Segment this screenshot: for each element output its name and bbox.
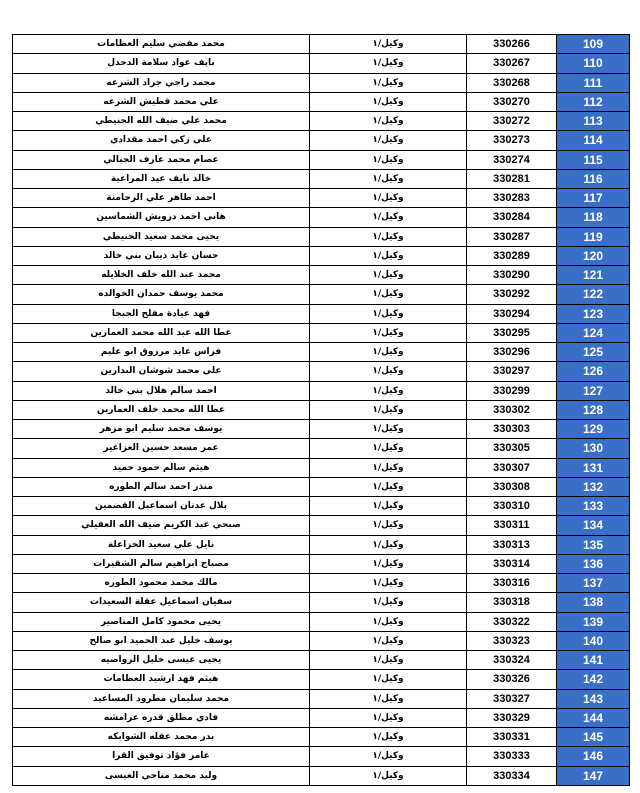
service-number-cell: 330272 <box>467 112 557 131</box>
rank-cell: وكيل/١ <box>310 458 467 477</box>
rank-cell: وكيل/١ <box>310 266 467 285</box>
service-number-cell: 330310 <box>467 497 557 516</box>
sequence-number-cell: 130 <box>557 439 630 458</box>
sequence-number-cell: 144 <box>557 708 630 727</box>
name-cell: عصام محمد عارف الجبالي <box>13 150 310 169</box>
rank-cell: وكيل/١ <box>310 92 467 111</box>
service-number-cell: 330302 <box>467 400 557 419</box>
service-number-cell: 330296 <box>467 343 557 362</box>
service-number-cell: 330314 <box>467 554 557 573</box>
service-number-cell: 330273 <box>467 131 557 150</box>
service-number-cell: 330326 <box>467 670 557 689</box>
table-row <box>13 651 630 670</box>
name-cell: يوسف محمد سليم ابو مزهر <box>13 420 310 439</box>
rank-cell: وكيل/١ <box>310 54 467 73</box>
sequence-number-cell: 145 <box>557 728 630 747</box>
table-row <box>13 612 630 631</box>
service-number-cell: 330297 <box>467 362 557 381</box>
name-cell: عمر مسعد حسين الغزاغير <box>13 439 310 458</box>
service-number-cell: 330311 <box>467 516 557 535</box>
rank-cell: وكيل/١ <box>310 381 467 400</box>
rank-cell: وكيل/١ <box>310 728 467 747</box>
sequence-number-cell: 132 <box>557 477 630 496</box>
name-cell: محمد سليمان مطرود المساعيد <box>13 689 310 708</box>
table-row <box>13 420 630 439</box>
service-number-cell: 330327 <box>467 689 557 708</box>
sequence-number-cell: 134 <box>557 516 630 535</box>
service-number-cell: 330308 <box>467 477 557 496</box>
service-number-cell: 330274 <box>467 150 557 169</box>
roster-table-body <box>13 35 630 786</box>
name-cell: بلال عدنان اسماعيل القضمين <box>13 497 310 516</box>
name-cell: يوسف خليل عبد الحميد ابو صالح <box>13 631 310 650</box>
table-row <box>13 400 630 419</box>
rank-cell: وكيل/١ <box>310 343 467 362</box>
rank-cell: وكيل/١ <box>310 631 467 650</box>
name-cell: هيثم فهد ارشيد العظامات <box>13 670 310 689</box>
rank-cell: وكيل/١ <box>310 112 467 131</box>
table-row <box>13 54 630 73</box>
name-cell: خالد نايف عيد المراعية <box>13 169 310 188</box>
rank-cell: وكيل/١ <box>310 612 467 631</box>
name-cell: هاني احمد درويش الشماسين <box>13 208 310 227</box>
name-cell: محمد يوسف حمدان الخوالده <box>13 285 310 304</box>
service-number-cell: 330290 <box>467 266 557 285</box>
rank-cell: وكيل/١ <box>310 535 467 554</box>
table-row <box>13 323 630 342</box>
table-row <box>13 304 630 323</box>
rank-cell: وكيل/١ <box>310 362 467 381</box>
sequence-number-cell: 123 <box>557 304 630 323</box>
rank-cell: وكيل/١ <box>310 169 467 188</box>
name-cell: نايل علي سعيد الخزاعلة <box>13 535 310 554</box>
table-row <box>13 131 630 150</box>
name-cell: منذر احمد سالم الطوره <box>13 477 310 496</box>
sequence-number-cell: 128 <box>557 400 630 419</box>
rank-cell: وكيل/١ <box>310 208 467 227</box>
table-row <box>13 381 630 400</box>
sequence-number-cell: 141 <box>557 651 630 670</box>
name-cell: نايف عواد سلامة الدحدل <box>13 54 310 73</box>
service-number-cell: 330289 <box>467 246 557 265</box>
sequence-number-cell: 129 <box>557 420 630 439</box>
rank-cell: وكيل/١ <box>310 439 467 458</box>
sequence-number-cell: 114 <box>557 131 630 150</box>
service-number-cell: 330313 <box>467 535 557 554</box>
table-row <box>13 285 630 304</box>
rank-cell: وكيل/١ <box>310 747 467 766</box>
table-row <box>13 343 630 362</box>
table-row <box>13 574 630 593</box>
table-row <box>13 439 630 458</box>
service-number-cell: 330266 <box>467 35 557 54</box>
rank-cell: وكيل/١ <box>310 689 467 708</box>
table-row <box>13 362 630 381</box>
rank-cell: وكيل/١ <box>310 516 467 535</box>
rank-cell: وكيل/١ <box>310 150 467 169</box>
table-row <box>13 535 630 554</box>
table-row <box>13 246 630 265</box>
sequence-number-cell: 125 <box>557 343 630 362</box>
table-row <box>13 266 630 285</box>
name-cell: يحيى محمود كامل المناصير <box>13 612 310 631</box>
service-number-cell: 330268 <box>467 73 557 92</box>
sequence-number-cell: 146 <box>557 747 630 766</box>
rank-cell: وكيل/١ <box>310 477 467 496</box>
table-row <box>13 593 630 612</box>
name-cell: هيثم سالم حمود حميد <box>13 458 310 477</box>
sequence-number-cell: 121 <box>557 266 630 285</box>
rank-cell: وكيل/١ <box>310 708 467 727</box>
table-row <box>13 554 630 573</box>
table-row <box>13 92 630 111</box>
sequence-number-cell: 135 <box>557 535 630 554</box>
table-row <box>13 208 630 227</box>
rank-cell: وكيل/١ <box>310 497 467 516</box>
name-cell: يحيى عيسى خليل الرواضيه <box>13 651 310 670</box>
rank-cell: وكيل/١ <box>310 574 467 593</box>
sequence-number-cell: 124 <box>557 323 630 342</box>
sequence-number-cell: 110 <box>557 54 630 73</box>
name-cell: عطا الله محمد خلف العمارين <box>13 400 310 419</box>
service-number-cell: 330322 <box>467 612 557 631</box>
name-cell: احمد طاهر علي الرحامنة <box>13 189 310 208</box>
service-number-cell: 330292 <box>467 285 557 304</box>
rank-cell: وكيل/١ <box>310 285 467 304</box>
name-cell: محمد علي ضيف الله الحنيطي <box>13 112 310 131</box>
service-number-cell: 330329 <box>467 708 557 727</box>
service-number-cell: 330270 <box>467 92 557 111</box>
name-cell: علي محمد شوشان البدارين <box>13 362 310 381</box>
service-number-cell: 330331 <box>467 728 557 747</box>
name-cell: محمد عبد الله خلف الخلايله <box>13 266 310 285</box>
name-cell: عطا الله عبد الله محمد العمارين <box>13 323 310 342</box>
sequence-number-cell: 131 <box>557 458 630 477</box>
table-row <box>13 73 630 92</box>
table-row <box>13 728 630 747</box>
name-cell: مالك محمد محمود الطوره <box>13 574 310 593</box>
sequence-number-cell: 122 <box>557 285 630 304</box>
service-number-cell: 330334 <box>467 766 557 785</box>
table-row <box>13 189 630 208</box>
sequence-number-cell: 113 <box>557 112 630 131</box>
service-number-cell: 330294 <box>467 304 557 323</box>
name-cell: صبحي عبد الكريم ضيف الله العقيلي <box>13 516 310 535</box>
roster-table <box>12 34 630 786</box>
sequence-number-cell: 138 <box>557 593 630 612</box>
name-cell: محمد مفضي سليم العظامات <box>13 35 310 54</box>
sequence-number-cell: 140 <box>557 631 630 650</box>
sequence-number-cell: 133 <box>557 497 630 516</box>
sequence-number-cell: 115 <box>557 150 630 169</box>
rank-cell: وكيل/١ <box>310 35 467 54</box>
table-row <box>13 631 630 650</box>
sequence-number-cell: 117 <box>557 189 630 208</box>
sequence-number-cell: 147 <box>557 766 630 785</box>
sequence-number-cell: 126 <box>557 362 630 381</box>
name-cell: وليد محمد مناحي العيسى <box>13 766 310 785</box>
rank-cell: وكيل/١ <box>310 246 467 265</box>
sequence-number-cell: 111 <box>557 73 630 92</box>
sequence-number-cell: 109 <box>557 35 630 54</box>
name-cell: بدر محمد عقله الشوابكه <box>13 728 310 747</box>
service-number-cell: 330323 <box>467 631 557 650</box>
table-row <box>13 670 630 689</box>
name-cell: علي محمد قطيش الشرعه <box>13 92 310 111</box>
sequence-number-cell: 112 <box>557 92 630 111</box>
sequence-number-cell: 120 <box>557 246 630 265</box>
table-row <box>13 35 630 54</box>
table-row <box>13 112 630 131</box>
rank-cell: وكيل/١ <box>310 189 467 208</box>
table-row <box>13 497 630 516</box>
rank-cell: وكيل/١ <box>310 420 467 439</box>
rank-cell: وكيل/١ <box>310 227 467 246</box>
name-cell: فراس عايد مرزوق ابو عليم <box>13 343 310 362</box>
name-cell: محمد راجي جراد الشرعه <box>13 73 310 92</box>
rank-cell: وكيل/١ <box>310 400 467 419</box>
service-number-cell: 330307 <box>467 458 557 477</box>
table-row <box>13 766 630 785</box>
service-number-cell: 330333 <box>467 747 557 766</box>
rank-cell: وكيل/١ <box>310 593 467 612</box>
name-cell: احمد سالم هلال بني خالد <box>13 381 310 400</box>
table-row <box>13 516 630 535</box>
sequence-number-cell: 137 <box>557 574 630 593</box>
service-number-cell: 330316 <box>467 574 557 593</box>
service-number-cell: 330318 <box>467 593 557 612</box>
rank-cell: وكيل/١ <box>310 73 467 92</box>
table-row <box>13 747 630 766</box>
service-number-cell: 330284 <box>467 208 557 227</box>
name-cell: فهد عيادة مفلح الجبجا <box>13 304 310 323</box>
rank-cell: وكيل/١ <box>310 131 467 150</box>
service-number-cell: 330267 <box>467 54 557 73</box>
sequence-number-cell: 136 <box>557 554 630 573</box>
name-cell: عامر فؤاد توفيق القرا <box>13 747 310 766</box>
rank-cell: وكيل/١ <box>310 323 467 342</box>
name-cell: فادي مطلق قدره عرامشه <box>13 708 310 727</box>
table-row <box>13 150 630 169</box>
service-number-cell: 330305 <box>467 439 557 458</box>
rank-cell: وكيل/١ <box>310 554 467 573</box>
rank-cell: وكيل/١ <box>310 766 467 785</box>
name-cell: مصباح ابراهيم سالم الشقيرات <box>13 554 310 573</box>
service-number-cell: 330287 <box>467 227 557 246</box>
rank-cell: وكيل/١ <box>310 670 467 689</box>
name-cell: علي زكي احمد مقدادي <box>13 131 310 150</box>
table-row <box>13 227 630 246</box>
service-number-cell: 330295 <box>467 323 557 342</box>
sequence-number-cell: 142 <box>557 670 630 689</box>
name-cell: حسان عايد ذيبان بني خالد <box>13 246 310 265</box>
sequence-number-cell: 143 <box>557 689 630 708</box>
service-number-cell: 330303 <box>467 420 557 439</box>
table-row <box>13 689 630 708</box>
service-number-cell: 330283 <box>467 189 557 208</box>
table-row <box>13 458 630 477</box>
service-number-cell: 330324 <box>467 651 557 670</box>
sequence-number-cell: 119 <box>557 227 630 246</box>
rank-cell: وكيل/١ <box>310 651 467 670</box>
service-number-cell: 330281 <box>467 169 557 188</box>
name-cell: يحيى محمد سعيد الحنيطي <box>13 227 310 246</box>
sequence-number-cell: 127 <box>557 381 630 400</box>
table-row <box>13 169 630 188</box>
table-row <box>13 477 630 496</box>
service-number-cell: 330299 <box>467 381 557 400</box>
sequence-number-cell: 116 <box>557 169 630 188</box>
sequence-number-cell: 118 <box>557 208 630 227</box>
sequence-number-cell: 139 <box>557 612 630 631</box>
name-cell: سفيان اسماعيل عقلة السعيدات <box>13 593 310 612</box>
table-row <box>13 708 630 727</box>
rank-cell: وكيل/١ <box>310 304 467 323</box>
